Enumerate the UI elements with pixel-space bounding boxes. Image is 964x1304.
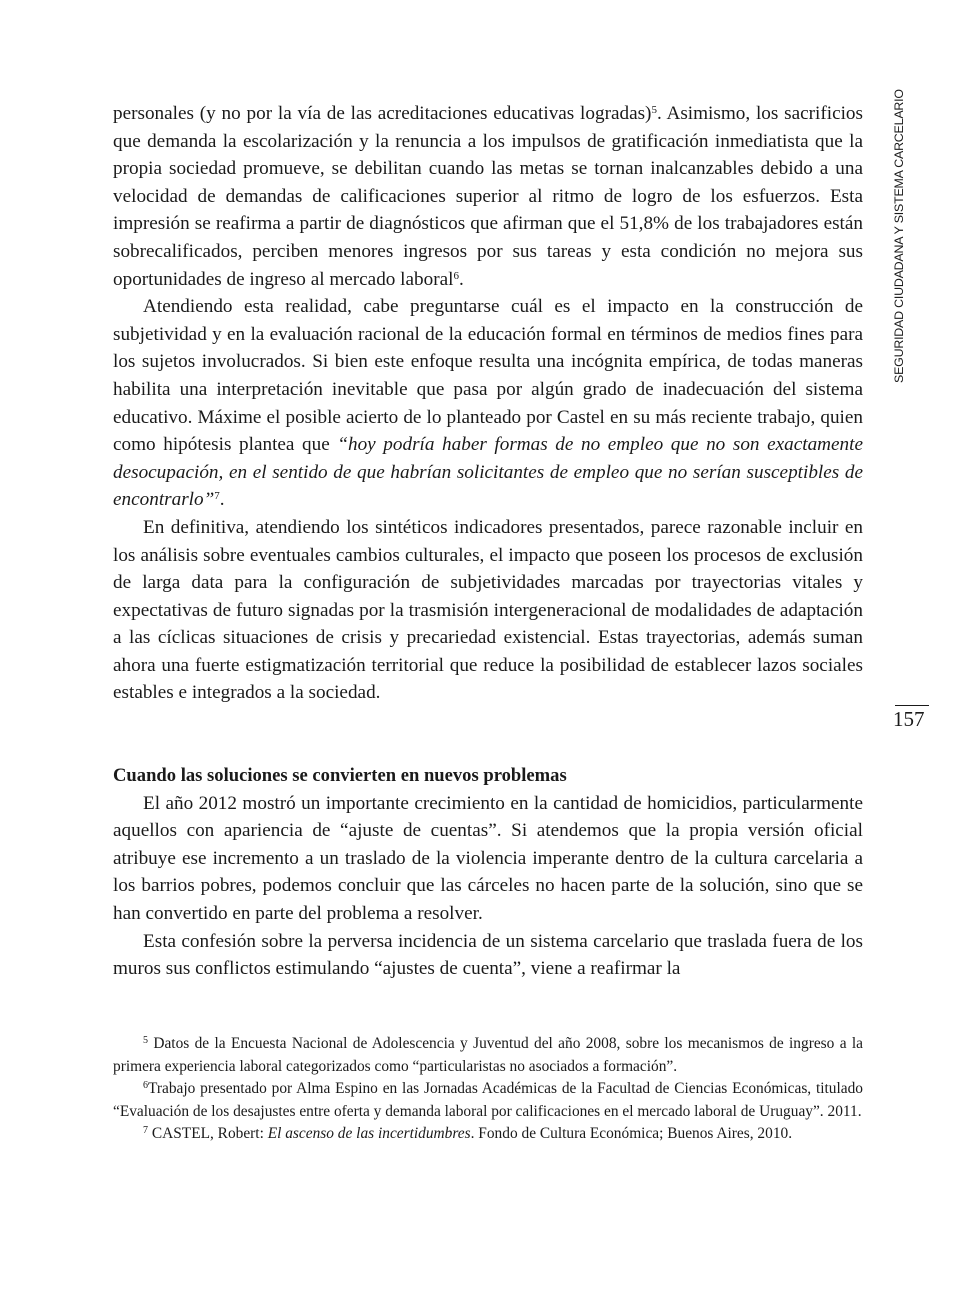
paragraph-1 (113, 100, 863, 293)
footnote-7-text-b: . Fondo de Cultura Económica; Buenos Aires, 2010. (470, 1125, 793, 1142)
footnote-ref-6: 6 (453, 269, 459, 282)
paragraph-4: El año 2012 mostró un importante crecimiento en la cantidad de homicidios, particularmente aquellos con apariencia de “ajuste de cuentas”. Si atendemos que la propia versión oficial atribuye ese incremento a un traslado de la violencia imperante dentro de la cultura carcelaria a los barrios pobres, podemos concluir que las cárceles no hacen parte de la solución, sino que se han convertido en parte del problema a resolver. (113, 792, 863, 924)
paragraph-2 (113, 293, 863, 514)
castel-quote: “hoy podría haber formas de no empleo que no son exactamente desocupación, en el sentido de que habrían solicitantes de empleo que no serían susceptibles de encontrarlo” (113, 434, 863, 511)
footnote-6 (113, 1078, 863, 1123)
footnote-ref-5: 5 (651, 104, 657, 116)
page-number: 157 (893, 707, 925, 731)
footnote-7-book-title: El ascenso de las incertidumbres (267, 1125, 471, 1142)
running-head: SEGURIDAD CIUDADANA Y SISTEMA CARCELARIO (892, 89, 906, 383)
footnote-5 (113, 1033, 863, 1078)
footnote-ref-7: 7 (214, 490, 220, 503)
paragraph-2-text-a: Atendiendo esta realidad, cabe preguntarse cuál es el impacto en la construcción de subjetividad y en la evaluación racional de la educación formal en términos de medios fines para los sujetos involucrados. Si bien este enfoque resulta una incógnita empírica, de todas maneras habilita una interpretación inevitable que pasa por algún grado de inadecuación del sistema educativo. Máxime el posible acierto de lo planteado por Castel en su más reciente trabajo, quien como hipótesis plantea que (113, 296, 863, 456)
body-text-upper (113, 100, 863, 707)
body-text-lower (113, 762, 863, 983)
footnote-6-number: 6 (143, 1080, 148, 1091)
footnote-5-text: Datos de la Encuesta Nacional de Adolescencia y Juventud del año 2008, sobre los mecanismos de ingreso a la primera experiencia laboral categorizados como “particularistas no asociados a formación”. (113, 1035, 863, 1075)
footnote-5-number: 5 (143, 1035, 148, 1046)
footnote-7 (113, 1123, 863, 1146)
paragraph-5: Esta confesión sobre la perversa incidencia de un sistema carcelario que traslada fuera de los muros sus conflictos estimulando “ajustes de cuenta”, viene a reafirmar la (113, 930, 863, 980)
footnote-7-number: 7 (143, 1125, 148, 1136)
footnote-6-text: Trabajo presentado por Alma Espino en las Jornadas Académicas de la Facultad de Ciencias Económicas, titulado “Evaluación de los desajustes entre oferta y demanda laboral por calificaciones en el mercado laboral de Uruguay”. 2011. (113, 1080, 863, 1120)
footnotes (113, 1033, 863, 1146)
paragraph-3: En definitiva, atendiendo los sintéticos indicadores presentados, parece razonable incluir en los análisis sobre eventuales cambios culturales, el impacto que poseen los procesos de exclusión de larga data para la configuración de subjetividades marcadas por trayectorias vitales y expectativas de futuro signadas por la trasmisión intergeneracional de modalidades de adaptación a las cíclicas situaciones de crisis y precariedad existencial. Estas trayectorias, además suman ahora una fuerte estigmatización territorial que reduce la posibilidad de establecer lazos sociales estables e integrados a la sociedad. (113, 516, 863, 704)
footnote-7-text-a: CASTEL, Robert: (148, 1125, 268, 1142)
paragraph-1-text-a: personales (y no por la vía de las acreditaciones educativas logradas) (113, 103, 652, 124)
section-heading: Cuando las soluciones se convierten en nuevos problemas (113, 765, 567, 786)
paragraph-1-text-c: . (458, 268, 464, 290)
paragraph-2-text-b: . (219, 489, 225, 511)
paragraph-1-text-b: . Asimismo, los sacrificios que demanda la escolarización y la renuncia a los impulsos de gratificación inmediatista que la propia sociedad promueve, se debilitan cuando las metas se tornan inalcanzables debido a una velocidad de demandas de calificaciones superior al ritmo de logro de los esfuerzos. Esta impresión se reafirma a partir de diagnósticos que afirman que el 51,8% de los trabajadores están sobrecalificados, perciben menores ingresos por sus tareas y esta condición no mejora sus oportunidades de ingreso al mercado laboral (113, 103, 863, 290)
